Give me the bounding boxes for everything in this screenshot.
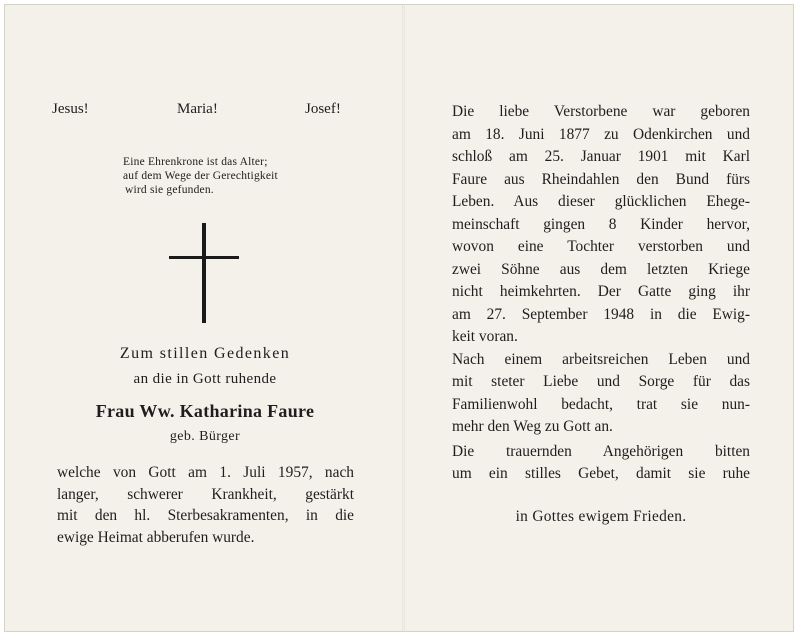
text-line: Familienwohl bedacht, trat sie nun-	[452, 395, 750, 413]
birth-name: geb. Bürger	[169, 429, 241, 444]
invocation-jesus: Jesus!	[52, 101, 89, 117]
text-line: wovon eine Tochter verstorben und	[452, 238, 750, 255]
invocation-maria: Maria!	[177, 101, 218, 117]
right-page-text	[452, 101, 750, 486]
deceased-name: Frau Ww. Katharina Faure	[95, 401, 315, 421]
memorial-card	[4, 4, 794, 632]
text-line: am 18. Juni 1877 zu Odenkirchen und	[452, 125, 750, 143]
text-line: meinschaft gingen 8 Kinder hervor,	[452, 215, 750, 233]
text-line: Die trauernden Angehörigen bitten	[452, 442, 750, 460]
text-line: langer, schwerer Krankheit, gestärkt	[57, 485, 354, 503]
text-line: Faure aus Rheindahlen den Bund fürs	[452, 170, 750, 188]
motto-line: auf dem Wege der Gerechtigkeit	[123, 170, 278, 182]
card-fold	[402, 5, 405, 631]
ruhende-line: an die in Gott ruhende	[133, 371, 277, 387]
text-line: nicht heimkehrten. Der Gatte ging ihr	[452, 283, 750, 300]
text-line: welche von Gott am 1. Juli 1957, nach	[57, 464, 354, 481]
text-line: am 27. September 1948 in die Ewig-	[452, 305, 750, 323]
motto-line: wird sie gefunden.	[125, 184, 214, 196]
motto-line: Eine Ehrenkrone ist das Alter;	[123, 156, 268, 168]
text-line: mit den hl. Sterbesakramenten, in die	[57, 507, 354, 524]
text-line: mit steter Liebe und Sorge für das	[452, 373, 750, 390]
text-line: Die liebe Verstorbene war geboren	[452, 103, 750, 120]
text-line: Nach einem arbeitsreichen Leben und	[452, 350, 750, 368]
text-line: schloß am 25. Januar 1901 mit Karl	[452, 148, 750, 165]
text-line: um ein stilles Gebet, damit sie ruhe	[452, 465, 750, 482]
death-notice-text	[57, 462, 354, 548]
text-line: ewige Heimat abberufen wurde.	[57, 528, 255, 546]
text-line: keit voran.	[452, 328, 518, 345]
text-line: mehr den Weg zu Gott an.	[452, 418, 613, 435]
motto	[123, 155, 278, 197]
gedenken-heading: Zum stillen Gedenken	[119, 345, 291, 362]
invocation-josef: Josef!	[305, 101, 341, 117]
closing-line: in Gottes ewigem Frieden.	[515, 508, 687, 525]
text-line: Leben. Aus dieser glücklichen Ehege-	[452, 193, 750, 210]
text-line: zwei Söhne aus dem letzten Kriege	[452, 260, 750, 278]
